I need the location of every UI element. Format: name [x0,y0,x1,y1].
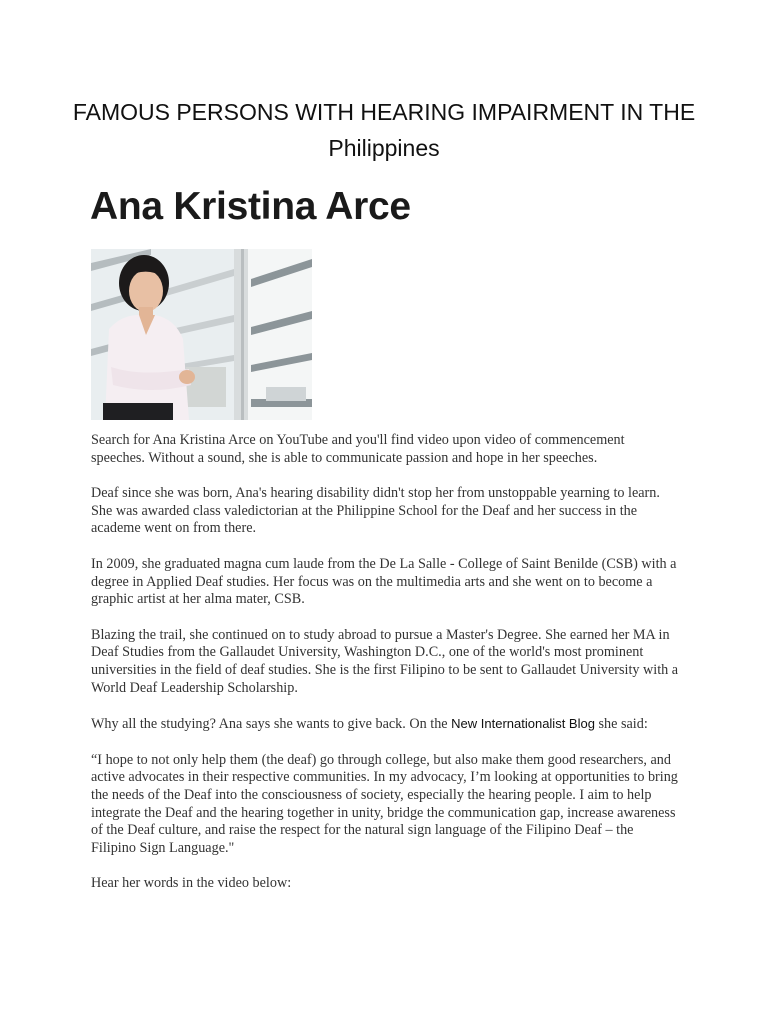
paragraph-why-studying-end: she said: [594,716,648,733]
person-name-heading: Ana Kristina Arce [90,185,411,228]
paragraph-youtube: Search for Ana Kristina Arce on YouTube and you'll find video upon video of commencement speeches. Without a sound, she is able to communicate passion and hope in her speeches. [91,432,625,466]
new-internationalist-blog-link[interactable]: New Internationalist Blog [451,716,595,732]
paragraph-deaf-since-birth: Deaf since she was born, Ana's hearing disability didn't stop her from unstoppable yearning to learn. She was awarded class valedictorian at the Philippine School for the Deaf and her success in the academe went on from there. [91,485,660,537]
article-body [91,432,681,911]
paragraph-graduation: In 2009, she graduated magna cum laude from the De La Salle - College of Saint Benilde (CSB) with a degree in Applied Deaf studies. Her focus was on the multimedia arts and she went on to become a graphic artist at her alma mater, CSB. [91,555,677,608]
document-title: FAMOUS PERSONS WITH HEARING IMPAIRMENT IN THE Philippines [72,99,696,161]
paragraph-video-intro: Hear her words in the video below: [91,875,292,892]
portrait-photo [91,249,312,420]
paragraph-quote: “I hope to not only help them (the deaf) go through college, but also make them good researchers, and active advocates in their respective communities. In my advocacy, I’m looking at opportunities to bring the needs of the Deaf into the consciousness of society, especially the hearing people. I aim to help integrate the Deaf and the hearing together in unity, bridge the communication gap, increase awareness of the Deaf culture, and raise the respect for the natural sign language of the Filipino Deaf – the Filipino Sign Language." [91,751,678,856]
paragraph-why-studying-text: Why all the studying? Ana says she wants to give back. On the [91,716,452,733]
paragraph-masters-degree: Blazing the trail, she continued on to study abroad to pursue a Master's Degree. She earned her MA in Deaf Studies from the Gallaudet University, Washington D.C., one of the world's most prominent universities in the field of deaf studies. She is the first Filipino to be sent to Gallaudet University with a World Deaf Leadership Scholarship. [91,626,679,696]
paragraph-why-studying [91,715,681,734]
